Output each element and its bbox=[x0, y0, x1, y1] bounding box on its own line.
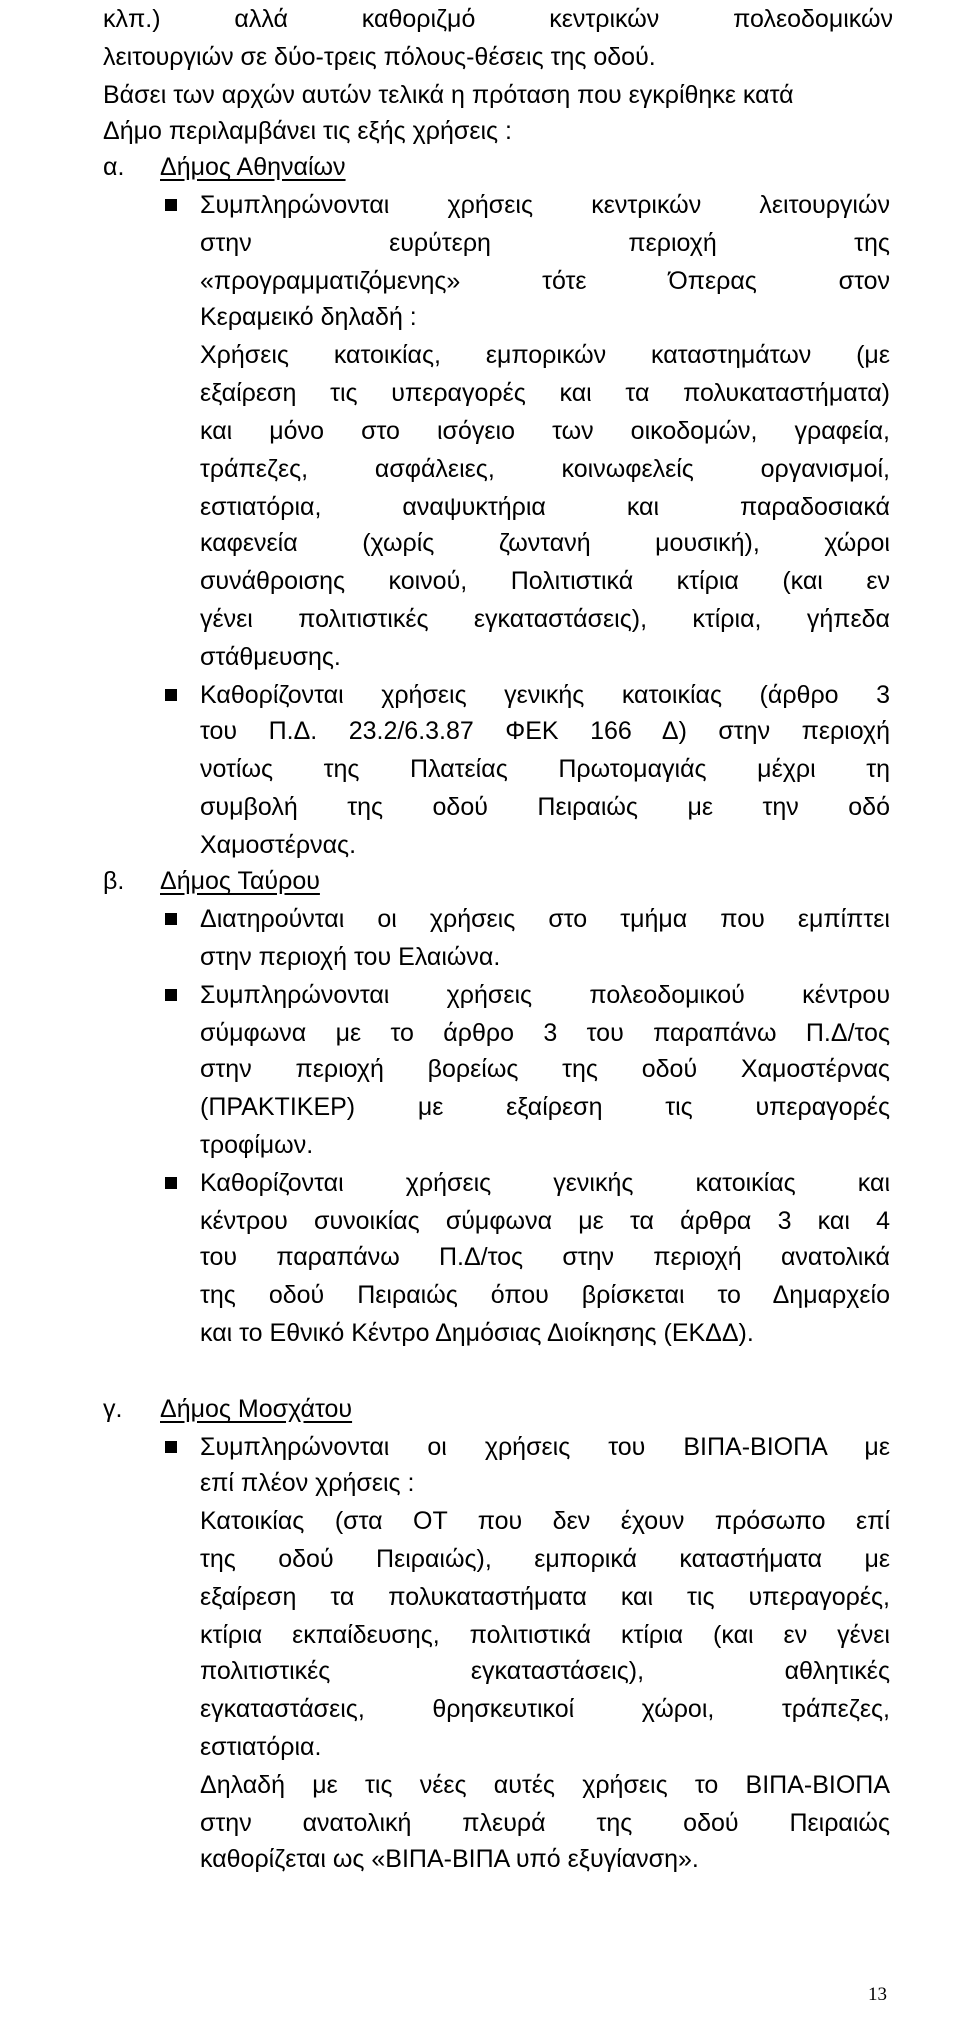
section-a-b1-line: καφενεία (χωρίς ζωντανή μουσική), χώροι bbox=[200, 529, 890, 557]
section-a-b1-line: γένει πολιτιστικές εγκαταστάσεις), κτίρια, γήπεδα bbox=[200, 605, 890, 633]
section-a-b1-line: εστιατόρια, αναψυκτήρια και παραδοσιακά bbox=[200, 493, 890, 521]
section-a-b2-line: συμβολή της οδού Πειραιώς με την οδό bbox=[200, 793, 890, 821]
section-a-b1-line: στην ευρύτερη περιοχή της bbox=[200, 229, 890, 257]
section-a-heading: Δήμος Αθηναίων bbox=[160, 153, 346, 181]
bullet-icon bbox=[165, 913, 177, 925]
section-a-b2-line: του Π.Δ. 23.2/6.3.87 ΦΕΚ 166 Δ) στην περιοχή bbox=[200, 717, 890, 745]
section-b-b3-line: και το Εθνικό Κέντρο Δημόσιας Διοίκησης (ΕΚΔΔ). bbox=[200, 1319, 754, 1347]
section-c-b1-line: Κατοικίας (στα ΟΤ που δεν έχουν πρόσωπο επί bbox=[200, 1507, 890, 1535]
section-b-b3-line: κέντρου συνοικίας σύμφωνα με τα άρθρα 3 και 4 bbox=[200, 1207, 890, 1235]
section-c-b1-line: στην ανατολική πλευρά της οδού Πειραιώς bbox=[200, 1809, 890, 1837]
section-c-heading: Δήμος Μοσχάτου bbox=[160, 1395, 353, 1423]
section-a-b1-line: Κεραμεικό δηλαδή : bbox=[200, 303, 417, 331]
section-c-b1-line: Συμπληρώνονται οι χρήσεις του ΒΙΠΑ-ΒΙΟΠΑ με bbox=[200, 1433, 890, 1461]
section-c-b1-line: της οδού Πειραιώς), εμπορικά καταστήματα με bbox=[200, 1545, 890, 1573]
section-a-b1-line: συνάθροισης κοινού, Πολιτιστικά κτίρια (και εν bbox=[200, 567, 890, 595]
section-b-b2-line: Συμπληρώνονται χρήσεις πολεοδομικού κέντρου bbox=[200, 981, 890, 1009]
bullet-icon bbox=[165, 1177, 177, 1189]
section-c-marker: γ. bbox=[103, 1395, 123, 1423]
section-b-b3-line: της οδού Πειραιώς όπου βρίσκεται το Δημαρχείο bbox=[200, 1281, 890, 1309]
section-b-b1-line: Διατηρούνται οι χρήσεις στο τμήμα που εμπίπτει bbox=[200, 905, 890, 933]
intro-line-2: λειτουργιών σε δύο-τρεις πόλους-θέσεις της οδού. bbox=[103, 43, 656, 71]
section-a-b1-line: στάθμευσης. bbox=[200, 643, 341, 671]
section-c-b1-line: εξαίρεση τα πολυκαταστήματα και τις υπεραγορές, bbox=[200, 1583, 890, 1611]
section-b-b2-line: τροφίμων. bbox=[200, 1131, 314, 1159]
bullet-icon bbox=[165, 989, 177, 1001]
section-b-b2-line: στην περιοχή βορείως της οδού Χαμοστέρνας bbox=[200, 1055, 890, 1083]
bullet-icon bbox=[165, 689, 177, 701]
bullet-icon bbox=[165, 1441, 177, 1453]
section-a-b2-line: νοτίως της Πλατείας Πρωτομαγιάς μέχρι τη bbox=[200, 755, 890, 783]
section-b-marker: β. bbox=[103, 867, 125, 895]
section-c-b1-line: καθορίζεται ως «ΒΙΠΑ-ΒΙΠΑ υπό εξυγίανση». bbox=[200, 1845, 699, 1873]
section-a-b2-line: Καθορίζονται χρήσεις γενικής κατοικίας (άρθρο 3 bbox=[200, 681, 890, 709]
section-c-b1-line: πολιτιστικές εγκαταστάσεις), αθλητικές bbox=[200, 1657, 890, 1685]
section-c-b1-line: εστιατόρια. bbox=[200, 1733, 322, 1761]
section-c-b1-line: Δηλαδή με τις νέες αυτές χρήσεις το ΒΙΠΑ-ΒΙΟΠΑ bbox=[200, 1771, 890, 1799]
section-a-b1-line: τράπεζες, ασφάλειες, κοινωφελείς οργανισμοί, bbox=[200, 455, 890, 483]
section-c-b1-line: εγκαταστάσεις, θρησκευτικοί χώροι, τράπεζες, bbox=[200, 1695, 890, 1723]
section-b-b2-line: (ΠΡΑΚΤΙΚΕΡ) με εξαίρεση τις υπεραγορές bbox=[200, 1093, 890, 1121]
section-b-b3-line: Καθορίζονται χρήσεις γενικής κατοικίας και bbox=[200, 1169, 890, 1197]
section-a-b1-line: Χρήσεις κατοικίας, εμπορικών καταστημάτων (με bbox=[200, 341, 890, 369]
section-c-b1-line: επί πλέον χρήσεις : bbox=[200, 1469, 415, 1497]
section-a-marker: α. bbox=[103, 153, 125, 181]
section-b-heading: Δήμος Ταύρου bbox=[160, 867, 320, 895]
section-a-b1-line: Συμπληρώνονται χρήσεις κεντρικών λειτουργιών bbox=[200, 191, 890, 219]
intro-line-4: Δήμο περιλαμβάνει τις εξής χρήσεις : bbox=[103, 117, 512, 145]
section-c-b1-line: κτίρια εκπαίδευσης, πολιτιστικά κτίρια (και εν γένει bbox=[200, 1621, 890, 1649]
section-b-b3-line: του παραπάνω Π.Δ/τος στην περιοχή ανατολικά bbox=[200, 1243, 890, 1271]
section-a-b1-line: «προγραμματιζόμενης» τότε Όπερας στον bbox=[200, 267, 890, 295]
page-number: 13 bbox=[868, 1984, 887, 2005]
bullet-icon bbox=[165, 199, 177, 211]
section-b-b2-line: σύμφωνα με το άρθρο 3 του παραπάνω Π.Δ/τος bbox=[200, 1019, 890, 1047]
section-b-b1-line: στην περιοχή του Ελαιώνα. bbox=[200, 943, 501, 971]
section-a-b1-line: και μόνο στο ισόγειο των οικοδομών, γραφεία, bbox=[200, 417, 890, 445]
section-a-b1-line: εξαίρεση τις υπεραγορές και τα πολυκαταστήματα) bbox=[200, 379, 890, 407]
intro-line-1: κλπ.) αλλά καθοριζμό κεντρικών πολεοδομικών bbox=[103, 5, 893, 33]
section-a-b2-line: Χαμοστέρνας. bbox=[200, 831, 357, 859]
intro-line-3: Βάσει των αρχών αυτών τελικά η πρόταση που εγκρίθηκε κατά bbox=[103, 81, 794, 109]
